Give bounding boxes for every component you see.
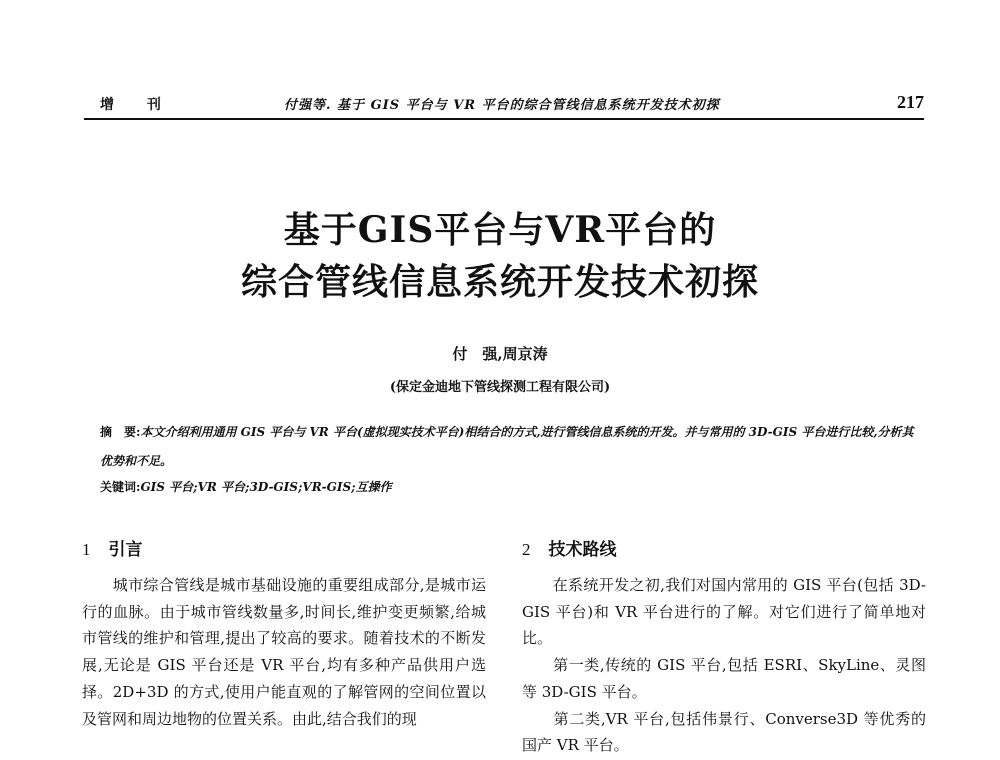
running-title: 付强等. 基于 GIS 平台与 VR 平台的综合管线信息系统开发技术初探 [284,98,720,113]
abstract-text: 本文介绍利用通用 GIS 平台与 VR 平台(虚拟现实技术平台)相结合的方式,进行管线信息系统的开发。并与常用的 3D-GIS 平台进行比较,分析其优势和不足。 [100,425,914,468]
paragraph: 第一类,传统的 GIS 平台,包括 ESRI、SkyLine、灵图等 3D-GIS 平台。 [522,656,926,701]
paragraph: 第二类,VR 平台,包括伟景行、Converse3D 等优秀的国产 VR 平台。 [522,709,926,755]
abstract-label: 摘 要: [100,425,141,439]
section-title: 引言 [108,540,143,560]
section-number: 1 [82,540,91,559]
section-title: 技术路线 [548,540,617,560]
issue-label: 增 刊 [100,97,175,113]
section-number: 2 [522,540,531,559]
affiliation: (保定金迪地下管线探测工程有限公司) [389,380,611,395]
page-number: 217 [897,92,924,112]
article-title-line-1: 基于GIS平台与VR平台的 [283,209,717,251]
authors: 付 强,周京涛 [452,345,548,363]
section-heading [82,538,486,572]
keywords-label: 关键词: [100,480,141,494]
section-heading [522,538,926,572]
right-column [522,538,926,759]
abstract [100,418,920,476]
paragraph: 城市综合管线是城市基础设施的重要组成部分,是城市运行的血脉。由于城市管线数量多,时间长,维护变更频繁,给城市管线的维护和管理,提出了较高的要求。随着技术的不断发展,无论是 GIS 平台还是 VR 平台,均有多种产品供用户选择。2D+3D 的方式,使用户能直观的了解管网的空间位置以及管网和周边地物的位置关系。由此,结合我们的现 [82,576,486,728]
keywords-text: GIS 平台;VR 平台;3D-GIS;VR-GIS;互操作 [140,480,392,494]
left-column [82,538,486,732]
paragraph: 在系统开发之初,我们对国内常用的 GIS 平台(包括 3D-GIS 平台)和 VR 平台进行的了解。对它们进行了简单地对比。 [522,576,926,648]
article-title-line-2: 综合管线信息系统开发技术初探 [240,261,759,303]
keywords [100,478,920,495]
running-header [84,84,924,120]
